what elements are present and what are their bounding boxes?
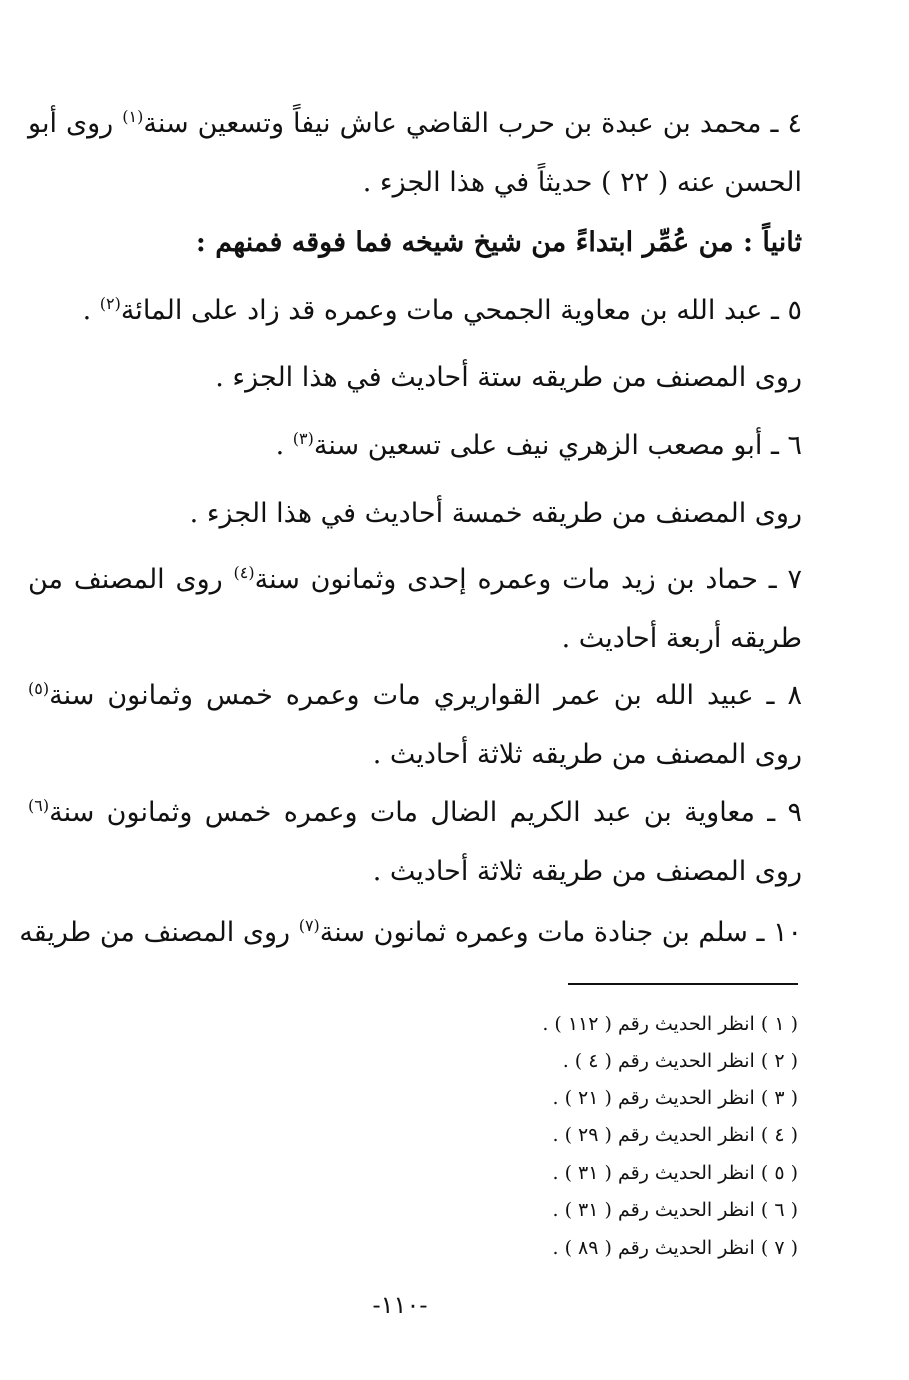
footnote-ref-4: (٤) — [233, 563, 255, 582]
entry-4-text: ٤ ـ محمد بن عبدة بن حرب القاضي عاش نيفاً وتسعين سنة — [143, 108, 802, 139]
entry-10-text: ١٠ ـ سلم بن جنادة مات وعمره ثمانون سنة — [319, 917, 802, 948]
entry-7-text: ٧ ـ حماد بن زيد مات وعمره إحدى وثمانون سنة — [254, 564, 802, 595]
entry-8-text: ٨ ـ عبيد الله بن عمر القواريري مات وعمره خمس وثمانون سنة — [49, 680, 802, 711]
footnote-ref-7: (٧) — [298, 916, 320, 935]
entry-8-text-continued: روى المصنف من طريقه ثلاثة أحاديث . — [372, 739, 802, 770]
footnote-ref-5: (٥) — [28, 679, 50, 698]
footnote-ref-1: (١) — [122, 107, 144, 126]
entry-9-text: ٩ ـ معاوية بن عبد الكريم الضال مات وعمره خمس وثمانون سنة — [49, 797, 802, 828]
footnote-5: ( ٥ ) انظر الحديث رقم ( ٣١ ) . — [552, 1162, 798, 1184]
entry-4-paragraph — [28, 94, 802, 212]
footnote-ref-6: (٦) — [28, 796, 50, 815]
entry-6-text-end: . — [275, 430, 293, 461]
entry-6-text: ٦ ـ أبو مصعب الزهري نيف على تسعين سنة — [313, 430, 802, 461]
footnote-ref-3: (٣) — [292, 429, 314, 448]
entry-10-paragraph — [19, 903, 802, 962]
page-number: -١١٠- — [372, 1291, 428, 1319]
entry-9-paragraph — [28, 783, 802, 901]
entry-9-text-continued: روى المصنف من طريقه ثلاثة أحاديث . — [372, 856, 802, 887]
entry-7-text-continued: روى المصنف من طريقه أربعة أحاديث . — [28, 564, 802, 654]
entry-5-text-end: . — [82, 295, 100, 326]
entry-7-paragraph — [28, 550, 802, 668]
footnote-7: ( ٧ ) انظر الحديث رقم ( ٨٩ ) . — [552, 1237, 798, 1259]
footnote-4: ( ٤ ) انظر الحديث رقم ( ٢٩ ) . — [552, 1124, 798, 1146]
entry-5-text: ٥ ـ عبد الله بن معاوية الجمحي مات وعمره قد زاد على المائة — [120, 295, 802, 326]
entry-6-paragraph — [28, 416, 802, 475]
footnote-2: ( ٢ ) انظر الحديث رقم ( ٤ ) . — [562, 1050, 798, 1072]
entry-4-text-continued: روى أبو الحسن عنه ( ٢٢ ) حديثاً في هذا الجزء . — [28, 108, 802, 198]
footnote-1: ( ١ ) انظر الحديث رقم ( ١١٢ ) . — [542, 1013, 798, 1035]
entry-8-paragraph — [28, 666, 802, 784]
entry-5-narration: روى المصنف من طريقه ستة أحاديث في هذا الجزء . — [215, 362, 802, 393]
footnote-6: ( ٦ ) انظر الحديث رقم ( ٣١ ) . — [552, 1199, 798, 1221]
entry-6-narration: روى المصنف من طريقه خمسة أحاديث في هذا الجزء . — [189, 498, 802, 529]
footnote-separator — [568, 983, 798, 985]
footnote-ref-2: (٢) — [99, 294, 121, 313]
section-heading: ثانياً : من عُمِّر ابتداءً من شيخ شيخه فما فوقه فمنهم : — [195, 227, 802, 258]
footnote-3: ( ٣ ) انظر الحديث رقم ( ٢١ ) . — [552, 1087, 798, 1109]
entry-5-paragraph — [28, 281, 802, 340]
entry-10-text-continued: روى المصنف من طريقه — [19, 917, 299, 948]
